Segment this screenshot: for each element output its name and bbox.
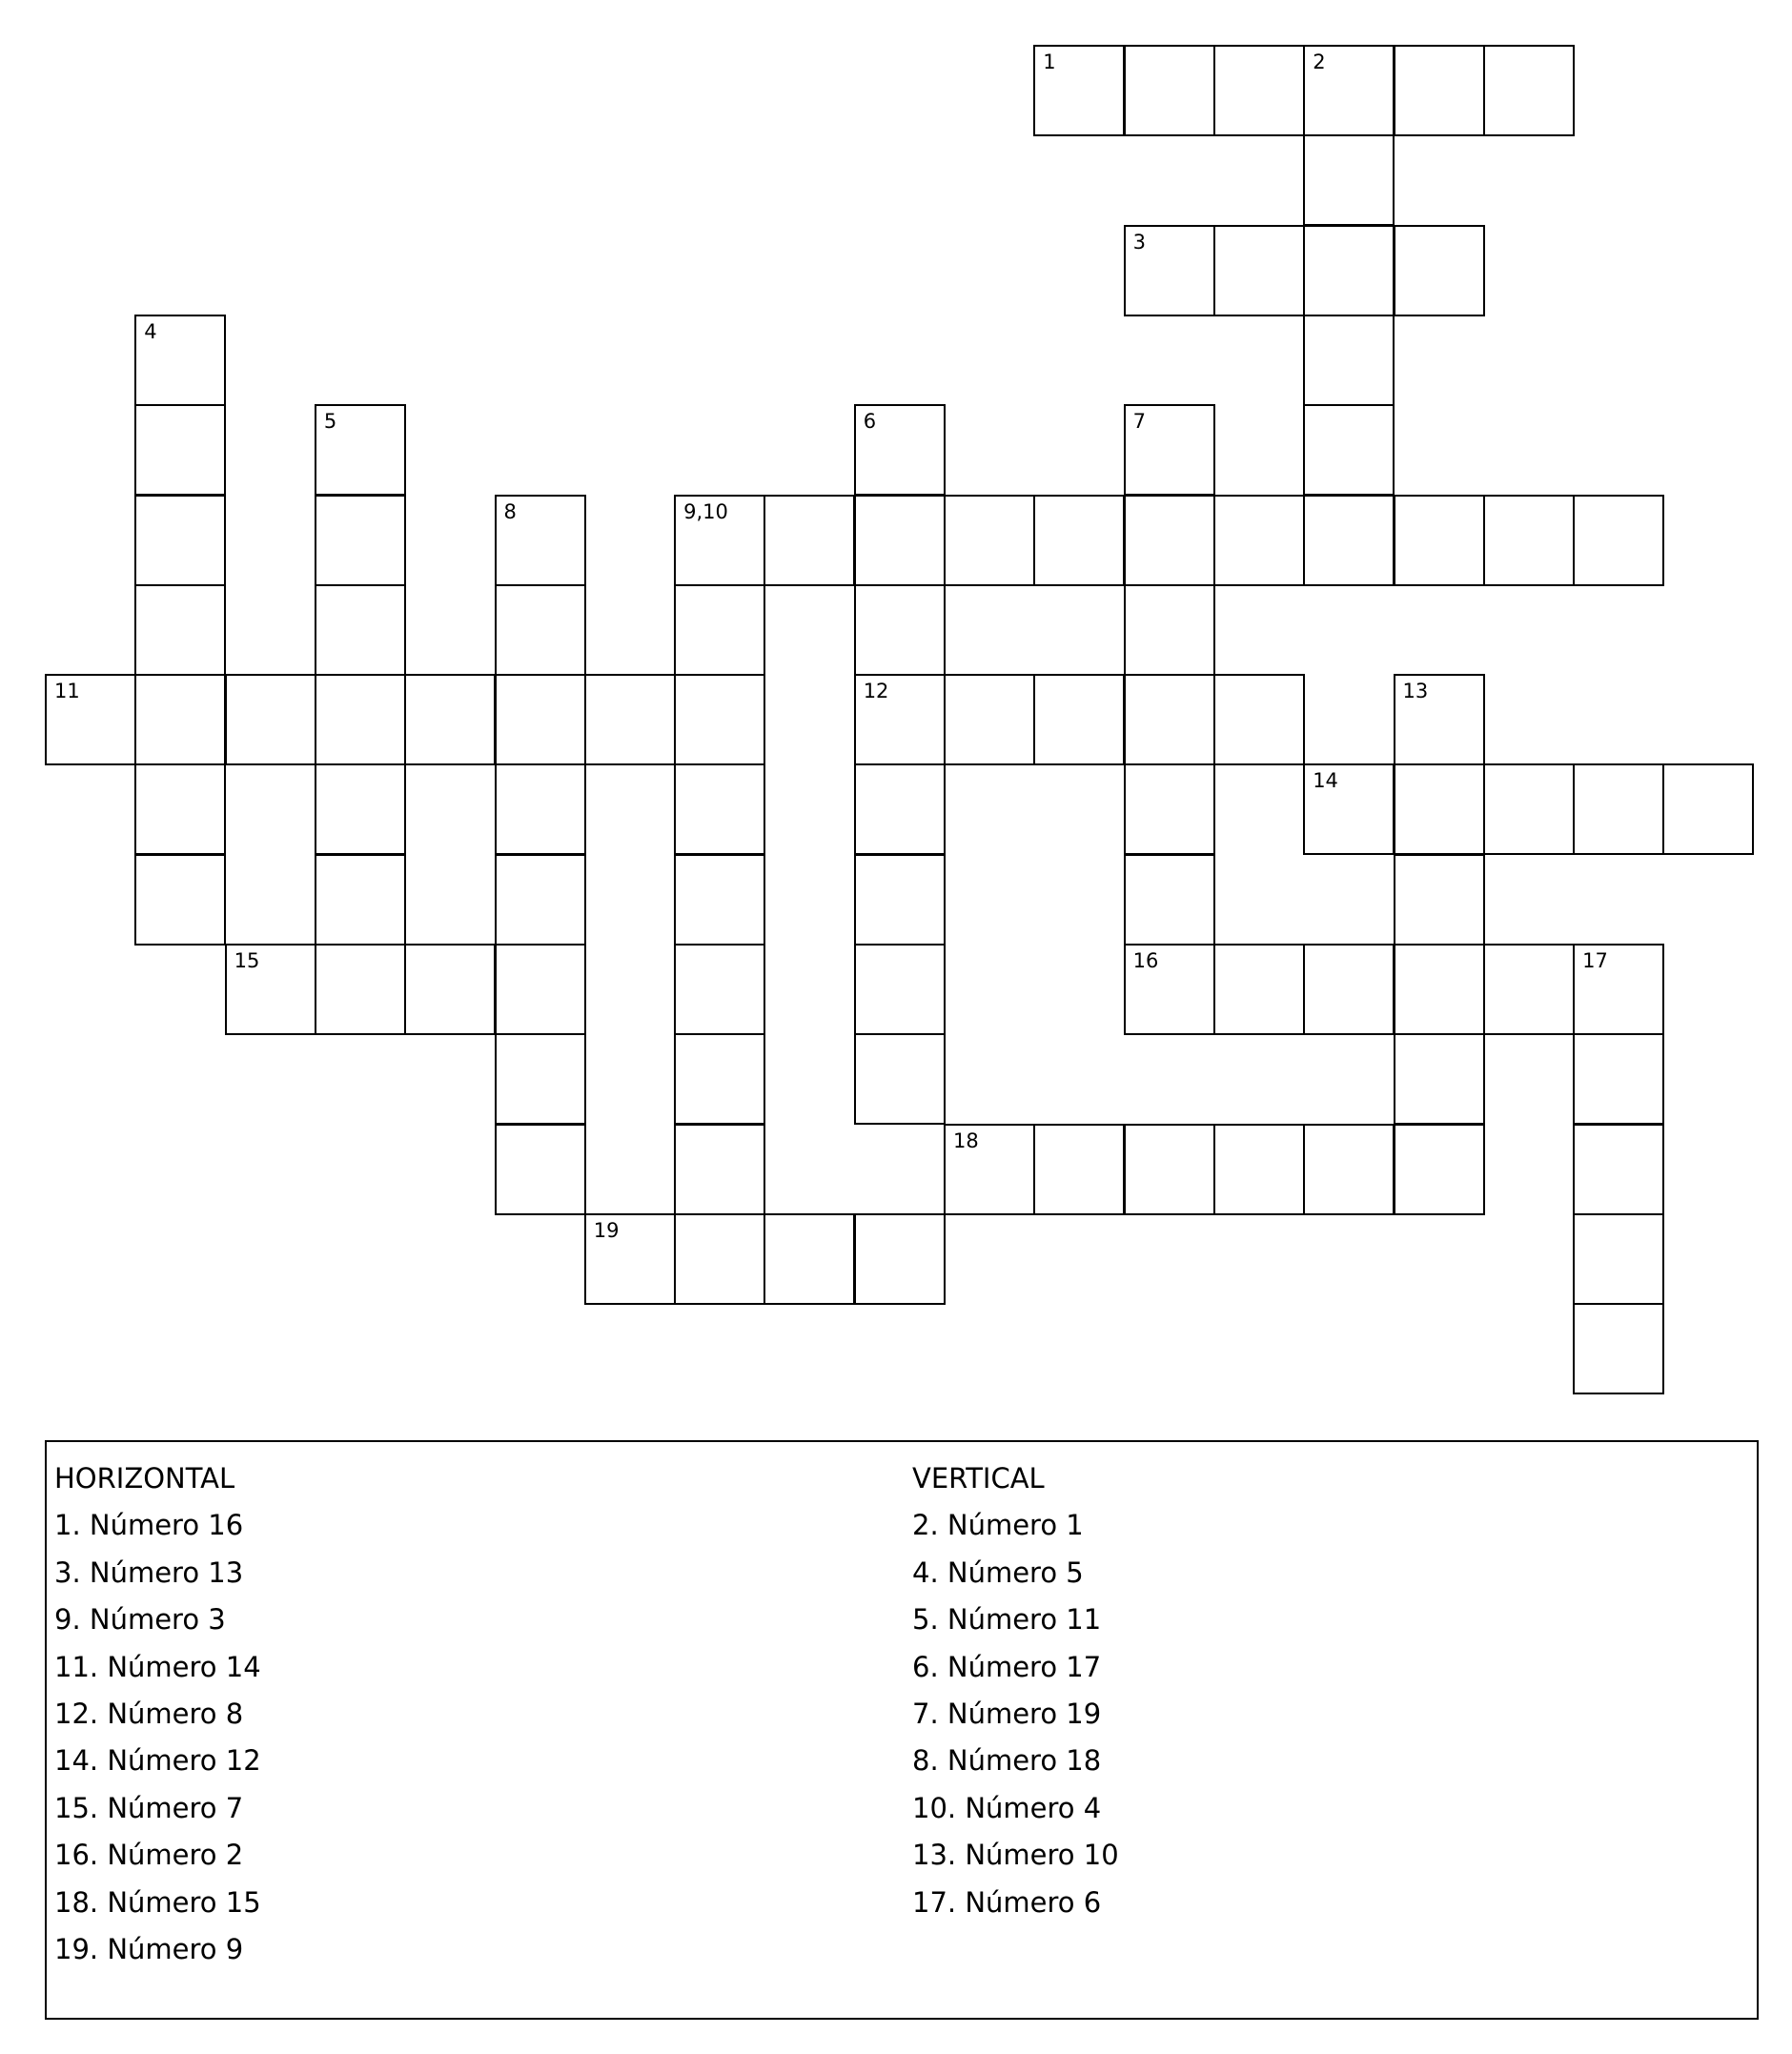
crossword-cell[interactable] [225,674,316,765]
crossword-cell[interactable] [404,944,496,1035]
crossword-cell[interactable] [1303,134,1395,226]
horizontal-clues [54,1455,261,1973]
crossword-cell[interactable] [1573,944,1664,1035]
horizontal-clue: 14. Número 12 [54,1744,261,1778]
crossword-cell[interactable] [134,315,226,406]
crossword-cell[interactable] [1124,584,1215,676]
crossword-cell[interactable] [1303,1124,1395,1215]
crossword-cell[interactable] [1033,1124,1125,1215]
clue-number: 5 [323,410,337,434]
horizontal-clue: 15. Número 7 [54,1791,244,1824]
clue-number: 19 [593,1218,620,1242]
crossword-cell[interactable] [1124,944,1215,1035]
clue-number: 16 [1132,949,1159,972]
crossword-cell[interactable] [1662,763,1754,855]
horizontal-clue: 12. Número 8 [54,1697,244,1730]
crossword-cell[interactable] [134,674,226,765]
crossword-cell[interactable] [315,763,406,855]
crossword-cell[interactable] [1394,495,1485,586]
crossword-cell[interactable] [1394,763,1485,855]
horizontal-clue: 9. Número 3 [54,1603,226,1637]
vertical-clue: 7. Número 19 [912,1697,1102,1730]
crossword-cell[interactable] [584,674,676,765]
crossword-cell[interactable] [674,495,765,586]
crossword-cell[interactable] [674,674,765,765]
crossword-cell[interactable] [1394,225,1485,316]
crossword-cell[interactable] [854,1213,946,1305]
vertical-clue: 17. Número 6 [912,1885,1102,1919]
crossword-cell[interactable] [1303,944,1395,1035]
crossword-cell[interactable] [944,495,1035,586]
crossword-cell[interactable] [854,763,946,855]
crossword-cell[interactable] [404,674,496,765]
crossword-cell[interactable] [1124,674,1215,765]
crossword-cell[interactable] [1303,225,1395,316]
vertical-clue: 2. Número 1 [912,1509,1084,1542]
clue-number: 8 [503,499,517,523]
clue-number: 13 [1402,680,1429,703]
crossword-cell[interactable] [495,944,586,1035]
vertical-clue: 5. Número 11 [912,1603,1102,1637]
clue-number: 3 [1132,230,1146,254]
crossword-cell[interactable] [495,1124,586,1215]
crossword-cell[interactable] [495,674,586,765]
crossword-cell[interactable] [495,584,586,676]
crossword-cell[interactable] [854,674,946,765]
crossword-cell[interactable] [1213,225,1305,316]
crossword-cell[interactable] [1124,404,1215,496]
crossword-cell[interactable] [134,495,226,586]
crossword-cell[interactable] [854,495,946,586]
crossword-cell[interactable] [764,495,855,586]
horizontal-clue: 11. Número 14 [54,1650,261,1683]
vertical-clue: 10. Número 4 [912,1791,1102,1824]
crossword-cell[interactable] [1394,674,1485,765]
crossword-cell[interactable] [1303,763,1395,855]
crossword-cell[interactable] [1483,944,1575,1035]
clue-number: 15 [234,949,260,972]
clue-number: 12 [863,680,889,703]
crossword-cell[interactable] [1303,45,1395,136]
crossword-cell[interactable] [1394,854,1485,946]
crossword-cell[interactable] [1124,45,1215,136]
crossword-cell[interactable] [1303,315,1395,406]
crossword-cell[interactable] [1483,763,1575,855]
crossword-cell[interactable] [134,404,226,496]
crossword-cell[interactable] [1483,45,1575,136]
horizontal-clue: 3. Número 13 [54,1556,244,1589]
vertical-heading: VERTICAL [912,1462,1045,1495]
crossword-cell[interactable] [1573,1213,1664,1305]
clue-number: 17 [1582,949,1608,972]
crossword-cell[interactable] [1573,1033,1664,1125]
crossword-cell[interactable] [315,674,406,765]
crossword-cell[interactable] [1483,495,1575,586]
horizontal-clue: 16. Número 2 [54,1839,244,1872]
crossword-cell[interactable] [854,584,946,676]
vertical-clue: 6. Número 17 [912,1650,1102,1683]
crossword-cell[interactable] [854,1033,946,1125]
crossword-cell[interactable] [315,854,406,946]
horizontal-clue: 1. Número 16 [54,1509,244,1542]
crossword-cell[interactable] [495,854,586,946]
crossword-cell[interactable] [315,584,406,676]
clue-number: 11 [54,680,80,703]
clue-number: 4 [144,319,157,343]
crossword-cell[interactable] [1394,45,1485,136]
crossword-cell[interactable] [1124,763,1215,855]
crossword-cell[interactable] [315,495,406,586]
crossword-cell[interactable] [944,1124,1035,1215]
crossword-cell[interactable] [1573,495,1664,586]
crossword-cell[interactable] [1573,1124,1664,1215]
clue-box [45,1440,1759,2020]
crossword-cell[interactable] [1124,495,1215,586]
crossword-cell[interactable] [134,854,226,946]
crossword-cell[interactable] [1394,1124,1485,1215]
crossword-cell[interactable] [1573,763,1664,855]
crossword-cell[interactable] [495,495,586,586]
crossword-cell[interactable] [674,1124,765,1215]
crossword-cell[interactable] [1213,674,1305,765]
crossword-cell[interactable] [315,944,406,1035]
crossword-cell[interactable] [674,1213,765,1305]
vertical-clues [912,1455,1119,1926]
crossword-cell[interactable] [1033,495,1125,586]
horizontal-heading: HORIZONTAL [54,1462,235,1495]
crossword-cell[interactable] [1213,495,1305,586]
horizontal-clue: 18. Número 15 [54,1885,261,1919]
crossword-cell[interactable] [1213,45,1305,136]
crossword-cell[interactable] [495,1033,586,1125]
crossword-cell[interactable] [854,854,946,946]
crossword-cell[interactable] [674,944,765,1035]
crossword-cell[interactable] [1573,1303,1664,1394]
crossword-cell[interactable] [854,404,946,496]
crossword-cell[interactable] [674,1033,765,1125]
crossword-cell[interactable] [1394,1033,1485,1125]
crossword-cell[interactable] [674,763,765,855]
crossword-cell[interactable] [674,584,765,676]
clue-number: 7 [1132,410,1146,434]
clue-number: 1 [1043,51,1056,73]
crossword-cell[interactable] [134,763,226,855]
crossword-cell[interactable] [315,404,406,496]
crossword-cell[interactable] [1303,404,1395,496]
crossword-cell[interactable] [495,763,586,855]
clue-number: 2 [1313,51,1326,73]
crossword-cell[interactable] [854,944,946,1035]
crossword-cell[interactable] [1394,944,1485,1035]
clue-number: 9,10 [683,499,728,523]
vertical-clue: 13. Número 10 [912,1839,1119,1872]
crossword-cell[interactable] [764,1213,855,1305]
crossword-cell[interactable] [1213,1124,1305,1215]
crossword-cell[interactable] [134,584,226,676]
crossword-cell[interactable] [1033,45,1125,136]
horizontal-clue: 19. Número 9 [54,1932,244,1965]
crossword-cell[interactable] [1303,495,1395,586]
crossword-cell[interactable] [1124,1124,1215,1215]
vertical-clue: 4. Número 5 [912,1556,1084,1589]
crossword-cell[interactable] [1124,225,1215,316]
crossword-cell[interactable] [944,674,1035,765]
clue-number: 14 [1313,769,1338,793]
crossword-cell[interactable] [45,674,136,765]
crossword-cell[interactable] [1213,944,1305,1035]
vertical-clue: 8. Número 18 [912,1744,1102,1778]
clue-number: 6 [863,410,877,434]
crossword-cell[interactable] [1033,674,1125,765]
clue-number: 18 [953,1129,979,1152]
crossword-cell[interactable] [674,854,765,946]
crossword-cell[interactable] [1124,854,1215,946]
crossword-cell[interactable] [584,1213,676,1305]
crossword-cell[interactable] [225,944,316,1035]
